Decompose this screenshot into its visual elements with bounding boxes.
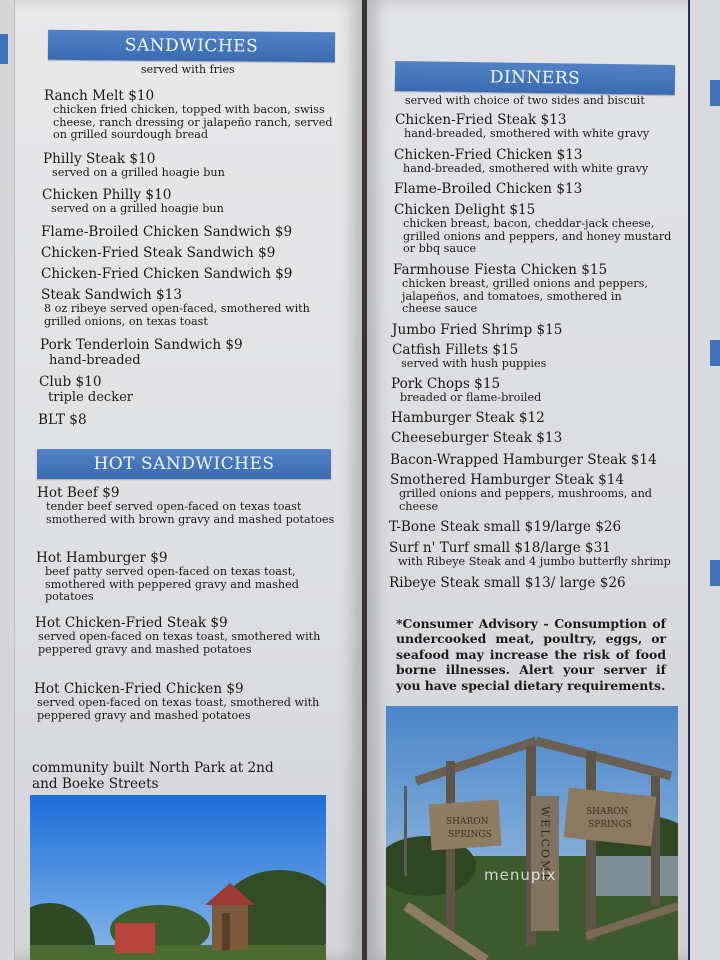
menu-item-name: Catfish Fillets $15 xyxy=(392,342,519,358)
dinners-subtitle: served with choice of two sides and biscuit xyxy=(405,94,645,107)
menu-item xyxy=(38,412,338,428)
menu-item-name: Ribeye Steak small $13/ large $26 xyxy=(389,575,626,591)
page-tab-marker xyxy=(710,560,720,586)
sign-text-left: SHARON xyxy=(446,817,489,827)
menu-item-name: Flame-Broiled Chicken $13 xyxy=(394,181,583,197)
menu-item-name: Ranch Melt $10 xyxy=(44,88,155,104)
watermark: menupix xyxy=(484,866,557,884)
menu-item-description: triple decker xyxy=(48,390,133,405)
menu-item-description: breaded or flame-broiled xyxy=(400,391,542,404)
menu-item xyxy=(393,262,663,316)
menu-item-name: Chicken-Fried Chicken Sandwich $9 xyxy=(41,266,293,282)
welcome-sign-photo xyxy=(386,706,678,960)
menu-item-name: Steak Sandwich $13 xyxy=(41,287,182,303)
menu-item-description: hand-breaded, smothered with white gravy xyxy=(403,162,649,175)
consumer-advisory: *Consumer Advisory - Consumption of undercooked meat, poultry, eggs, or seafood may increase the risk of food borne illnesses. Alert your server if you have special dietary requirements. xyxy=(396,616,666,693)
menu-item-name: Jumbo Fried Shrimp $15 xyxy=(392,322,563,338)
menu-item xyxy=(35,615,325,656)
menu-item xyxy=(395,112,675,141)
menu-item-name: Philly Steak $10 xyxy=(43,151,156,167)
menu-item-name: Chicken Delight $15 xyxy=(394,202,536,218)
menu-item-description: served on a grilled hoagie bun xyxy=(51,202,224,215)
photo-caption: community built North Park at 2nd and Boeke Streets xyxy=(32,760,274,792)
menu-item-description: served open-faced on texas toast, smothered with peppered gravy and mashed potatoes xyxy=(37,696,320,722)
menu-item-description: served on a grilled hoagie bun xyxy=(52,166,225,179)
menu-item-name: Hot Chicken-Fried Chicken $9 xyxy=(34,681,244,697)
menu-item-name: Club $10 xyxy=(39,374,102,390)
menu-item xyxy=(394,181,674,197)
sign-text-left-2: SPRINGS xyxy=(448,830,492,840)
menu-item xyxy=(389,540,689,569)
menu-item xyxy=(392,322,672,338)
menu-item-description: with Ribeye Steak and 4 jumbo butterfly shrimp xyxy=(398,555,671,568)
menu-item-name: Smothered Hamburger Steak $14 xyxy=(390,472,625,488)
menu-item-description: tender beef served open-faced on texas toast smothered with brown gravy and mashed potatoes xyxy=(46,500,335,526)
menu-item xyxy=(394,202,674,256)
page-tab-marker xyxy=(710,80,720,106)
menu-item-name: Chicken Philly $10 xyxy=(42,187,172,203)
menu-item-name: Surf n' Turf small $18/large $31 xyxy=(389,540,611,556)
menu-item-name: T-Bone Steak small $19/large $26 xyxy=(389,519,622,535)
menu-item xyxy=(391,376,671,405)
dinners-title: DINNERS xyxy=(489,67,581,89)
menu-item-name: Chicken-Fried Steak Sandwich $9 xyxy=(41,245,276,261)
menu-item-name: Farmhouse Fiesta Chicken $15 xyxy=(393,262,608,278)
menu-item-name: Flame-Broiled Chicken Sandwich $9 xyxy=(41,224,293,240)
menu-item-name: Hot Beef $9 xyxy=(37,485,120,501)
menu-item-description: served open-faced on texas toast, smothered with peppered gravy and mashed potatoes xyxy=(38,630,321,656)
menu-item xyxy=(389,575,679,591)
menu-item xyxy=(41,266,341,282)
sign-text-right: SHARON xyxy=(586,807,629,817)
menu-item-name: Cheeseburger Steak $13 xyxy=(391,430,563,446)
menu-item xyxy=(392,342,672,371)
hot-sandwiches-section-header xyxy=(37,449,331,479)
menu-item-description: chicken breast, bacon, cheddar-jack cheese, grilled onions and peppers, and honey mustard or bbq sauce xyxy=(403,217,672,256)
menu-item-name: Chicken-Fried Chicken $13 xyxy=(394,147,583,163)
menu-item-name: Hot Chicken-Fried Steak $9 xyxy=(35,615,228,631)
sandwiches-subtitle: served with fries xyxy=(141,63,235,76)
sandwiches-title: SANDWICHES xyxy=(124,35,259,57)
menu-item xyxy=(389,519,679,535)
menu-item xyxy=(41,224,341,240)
menu-item xyxy=(44,88,344,142)
menu-item-description: hand-breaded xyxy=(49,353,141,368)
menu-item-name: Pork Tenderloin Sandwich $9 xyxy=(40,337,243,353)
menu-item xyxy=(37,485,337,526)
menu-item xyxy=(43,151,343,180)
page-tab-marker xyxy=(710,340,720,366)
park-photo xyxy=(30,795,326,960)
menu-item-name: Hot Hamburger $9 xyxy=(36,550,168,566)
menu-item xyxy=(41,287,331,328)
menu-item-name: Chicken-Fried Steak $13 xyxy=(395,112,567,128)
menu-item xyxy=(390,472,660,513)
sign-text-right-2: SPRINGS xyxy=(588,820,632,830)
menu-item-description: chicken breast, grilled onions and peppers, jalapeños, and tomatoes, smothered in cheese sauce xyxy=(402,277,648,316)
hot-sandwiches-title: HOT SANDWICHES xyxy=(93,454,275,474)
menu-item-name: BLT $8 xyxy=(38,412,87,428)
menu-item xyxy=(390,452,680,468)
menu-item xyxy=(42,187,342,216)
menu-item-description: beef patty served open-faced on texas toast, smothered with peppered gravy and mashed potatoes xyxy=(45,565,299,604)
dinners-section-header xyxy=(395,61,675,95)
menu-item-name: Hamburger Steak $12 xyxy=(391,410,545,426)
next-page-edge xyxy=(688,0,720,960)
menu-item-description: served with hush puppies xyxy=(401,357,547,370)
menu-item-description: chicken fried chicken, topped with bacon, swiss cheese, ranch dressing or jalapeño ranch, served on grilled sourdough bread xyxy=(53,103,333,142)
menu-item xyxy=(40,337,340,368)
menu-item-description: hand-breaded, smothered with white gravy xyxy=(404,127,650,140)
menu-item-name: Pork Chops $15 xyxy=(391,376,501,392)
menu-item xyxy=(391,430,671,446)
menu-item xyxy=(36,550,331,604)
sign-welcome-text: WELCOME xyxy=(538,806,552,884)
menu-item xyxy=(34,681,324,722)
menu-item xyxy=(41,245,341,261)
page-tab-marker xyxy=(0,34,8,64)
sandwiches-section-header xyxy=(48,30,335,63)
menu-item-description: 8 oz ribeye served open-faced, smothered with grilled onions, on texas toast xyxy=(44,302,310,328)
menu-item xyxy=(39,374,339,405)
menu-item xyxy=(394,147,674,176)
previous-page-edge xyxy=(0,0,15,960)
menu-item-name: Bacon-Wrapped Hamburger Steak $14 xyxy=(390,452,657,468)
menu-item-description: grilled onions and peppers, mushrooms, and cheese xyxy=(399,487,652,513)
menu-item xyxy=(391,410,671,426)
